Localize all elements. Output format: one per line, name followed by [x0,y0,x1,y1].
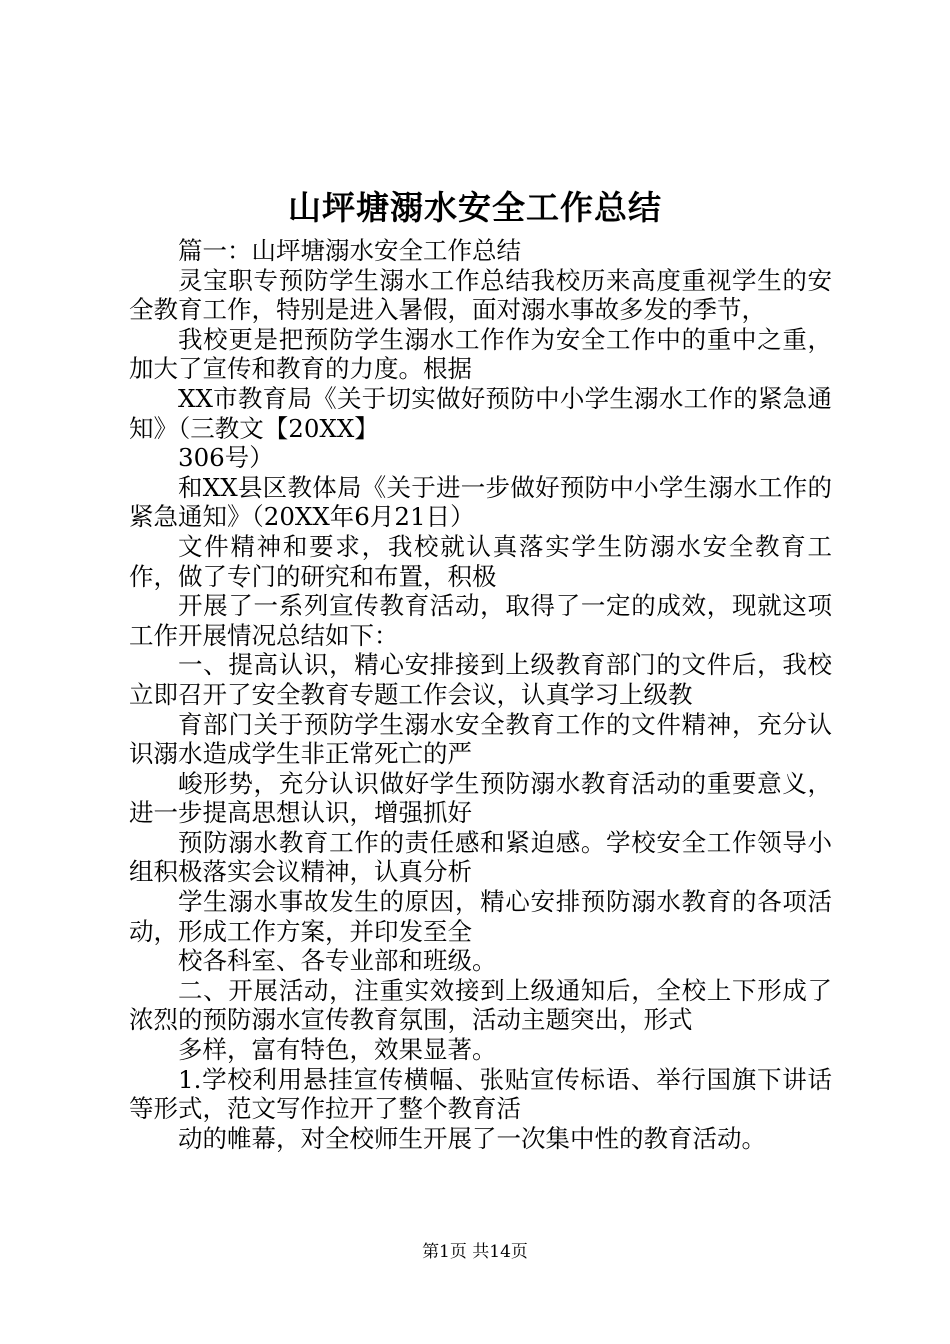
document-title: 山坪塘溺水安全工作总结 [288,188,662,227]
paragraph: 多样，富有特色，效果显著。 [178,1035,497,1065]
paragraph: 峻形势，充分认识做好学生预防溺水教育活动的重要意义，进一步提高思想认识，增强抓好 [129,768,832,828]
paragraph: 预防溺水教育工作的责任感和紧迫感。学校安全工作领导小组积极落实会议精神，认真分析 [129,827,832,887]
document-body [129,236,832,1153]
page-number-footer: 第1页 共14页 [422,1242,528,1262]
paragraph: 一、提高认识，精心安排接到上级教育部门的文件后，我校立即召开了安全教育专题工作会议，认真学习上级教 [129,650,832,709]
paragraph: 开展了一系列宣传教育活动，取得了一定的成效，现就这项工作开展情况总结如下： [129,591,832,650]
paragraph: 育部门关于预防学生溺水安全教育工作的文件精神，充分认识溺水造成学生非正常死亡的严 [129,709,832,769]
paragraph: 学生溺水事故发生的原因，精心安排预防溺水教育的各项活动，形成工作方案，并印发至全 [129,887,832,946]
paragraph: XX市教育局《关于切实做好预防中小学生溺水工作的紧急通知》（三教文【20XX】 [129,383,832,443]
paragraph: 灵宝职专预防学生溺水工作总结我校历来高度重视学生的安全教育工作，特别是进入暑假，面对溺水事故多发的季节， [129,265,832,325]
paragraph: 和XX县区教体局《关于进一步做好预防中小学生溺水工作的紧急通知》（20XX年6月21日） [129,472,832,532]
paragraph: 306号） [178,443,274,473]
paragraph: 我校更是把预防学生溺水工作作为安全工作中的重中之重，加大了宣传和教育的力度。根据 [129,324,832,384]
paragraph: 二、开展活动，注重实效接到上级通知后，全校上下形成了浓烈的预防溺水宣传教育氛围，活动主题突出，形式 [129,975,832,1035]
paragraph: 文件精神和要求，我校就认真落实学生防溺水安全教育工作，做了专门的研究和布置，积极 [129,531,832,591]
paragraph: 篇一：山坪塘溺水安全工作总结 [178,236,521,265]
paragraph: 动的帷幕，对全校师生开展了一次集中性的教育活动。 [178,1123,766,1153]
paragraph: 1.学校利用悬挂宣传横幅、张贴宣传标语、举行国旗下讲话等形式，范文写作拉开了整个教育活 [129,1064,832,1124]
paragraph: 校各科室、各专业部和班级。 [178,946,497,976]
